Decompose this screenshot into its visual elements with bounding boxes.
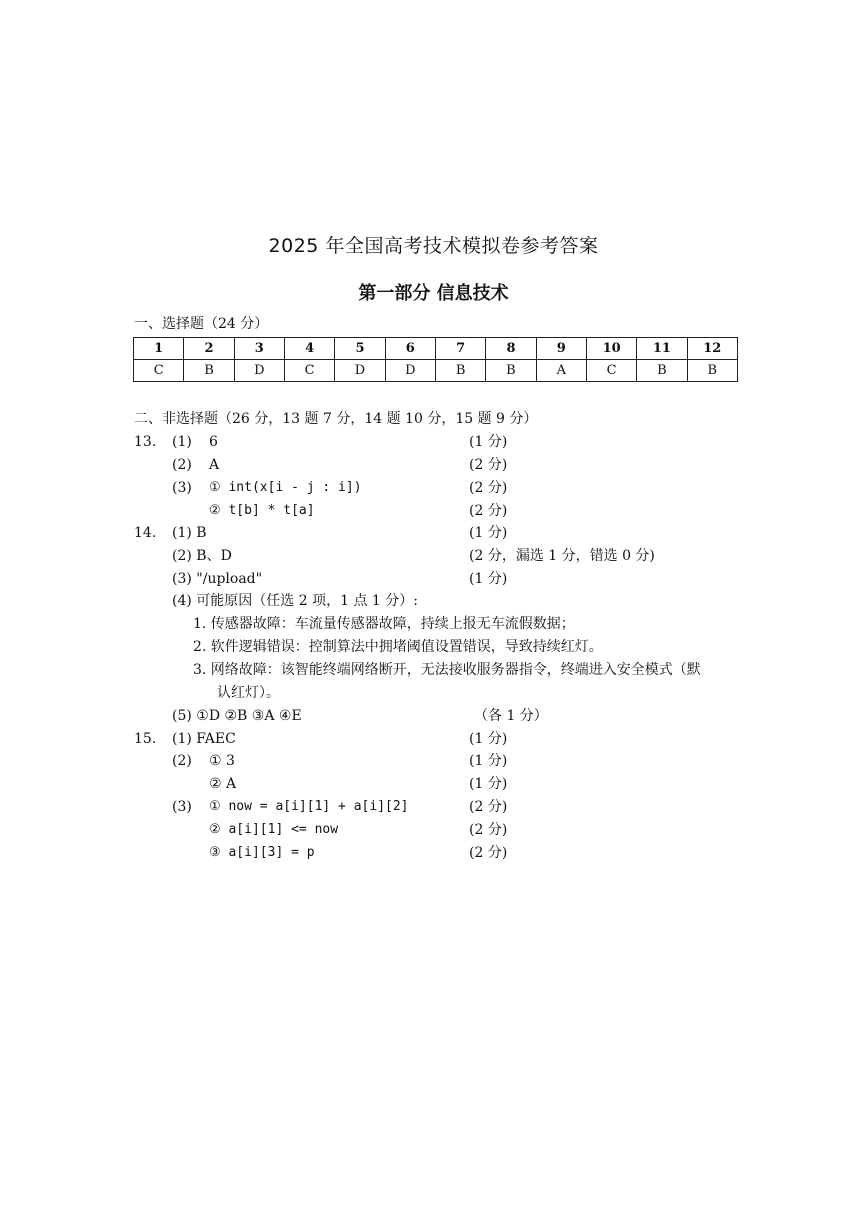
q15-part2-score2: (1 分) (469, 776, 508, 792)
q14-reason-2: 2. 软件逻辑错误：控制算法中拥堵阈值设置错误，导致持续红灯。 (193, 639, 603, 655)
q15-part3-answer3: ③ a[i][3] = p (209, 845, 315, 860)
q14-part3: (3) "/upload" (172, 571, 263, 587)
q15-part1-score: (1 分) (469, 731, 508, 747)
table-cell: 5 (335, 338, 385, 360)
q14-reason-1: 1. 传感器故障：车流量传感器故障，持续上报无车流假数据； (193, 616, 575, 632)
q15-part2-answer2: ② A (209, 776, 237, 792)
q14-number: 14. (134, 525, 157, 541)
q14-part4: (4) 可能原因（任选 2 项，1 点 1 分）: (172, 593, 418, 609)
q14-part3-score: (1 分) (469, 571, 508, 587)
table-row-answers (134, 360, 738, 382)
table-cell: 7 (435, 338, 485, 360)
table-cell: 4 (284, 338, 334, 360)
q14-reason-3-cont: 认红灯）。 (217, 685, 280, 701)
q15-part1: (1) FAEC (172, 731, 236, 747)
q13-part2-label: (2) (172, 457, 192, 473)
q15-part2-score1: (1 分) (469, 753, 508, 769)
section-title: 第一部分 信息技术 (358, 283, 509, 304)
q15-part3-score2: (2 分) (469, 822, 508, 838)
table-row-numbers (134, 338, 738, 360)
q14-part2-score: (2 分，漏选 1 分，错选 0 分) (469, 548, 655, 564)
section1-heading: 一、选择题（24 分） (134, 316, 269, 332)
q13-part1-answer: 6 (209, 434, 218, 450)
q13-part3-score2: (2 分) (469, 503, 508, 519)
q13-part2-answer: A (209, 457, 220, 473)
q13-part3-label: (3) (172, 480, 192, 496)
table-cell: A (536, 360, 586, 382)
q13-part3-answer1: ① int(x[i - j : i]) (209, 480, 362, 495)
table-cell: 1 (134, 338, 184, 360)
q15-part3-answer2: ② a[i][1] <= now (209, 822, 339, 837)
table-cell: 2 (184, 338, 234, 360)
section2-heading: 二、非选择题（26 分，13 题 7 分，14 题 10 分，15 题 9 分） (134, 411, 538, 427)
table-cell: D (385, 360, 435, 382)
table-cell: 3 (234, 338, 284, 360)
q13-part1-label: (1) (172, 434, 192, 450)
table-cell: B (184, 360, 234, 382)
table-cell: D (335, 360, 385, 382)
table-cell: B (486, 360, 536, 382)
table-cell: C (586, 360, 636, 382)
q14-part5: (5) ①D ②B ③A ④E (172, 708, 302, 724)
q13-number: 13. (134, 434, 157, 450)
q15-part2-label: (2) (172, 753, 192, 769)
q14-part1: (1) B (172, 525, 207, 541)
q14-reason-3: 3. 网络故障：该智能终端网络断开，无法接收服务器指令，终端进入安全模式（默 (193, 662, 701, 678)
q13-part3-answer2: ② t[b] * t[a] (209, 503, 315, 518)
table-cell: 8 (486, 338, 536, 360)
table-cell: 9 (536, 338, 586, 360)
table-cell: C (134, 360, 184, 382)
page-title: 2025 年全国高考技术模拟卷参考答案 (268, 235, 599, 257)
table-cell: 6 (385, 338, 435, 360)
q14-part1-score: (1 分) (469, 525, 508, 541)
q13-part2-score: (2 分) (469, 457, 508, 473)
q14-part2: (2) B、D (172, 548, 232, 564)
table-cell: B (435, 360, 485, 382)
q15-number: 15. (134, 731, 157, 747)
q15-part3-answer1: ① now = a[i][1] + a[i][2] (209, 799, 409, 814)
answer-table (133, 337, 738, 382)
q14-part5-score: （各 1 分） (474, 708, 548, 724)
q15-part2-answer1: ① 3 (209, 753, 235, 769)
q13-part1-score: (1 分) (469, 434, 508, 450)
q15-part3-score3: (2 分) (469, 845, 508, 861)
table-cell: 11 (637, 338, 687, 360)
q15-part3-label: (3) (172, 799, 192, 815)
q15-part3-score1: (2 分) (469, 799, 508, 815)
table-cell: C (284, 360, 334, 382)
table-cell: B (687, 360, 737, 382)
table-cell: 10 (586, 338, 636, 360)
table-cell: D (234, 360, 284, 382)
table-cell: B (637, 360, 687, 382)
table-cell: 12 (687, 338, 737, 360)
q13-part3-score1: (2 分) (469, 480, 508, 496)
